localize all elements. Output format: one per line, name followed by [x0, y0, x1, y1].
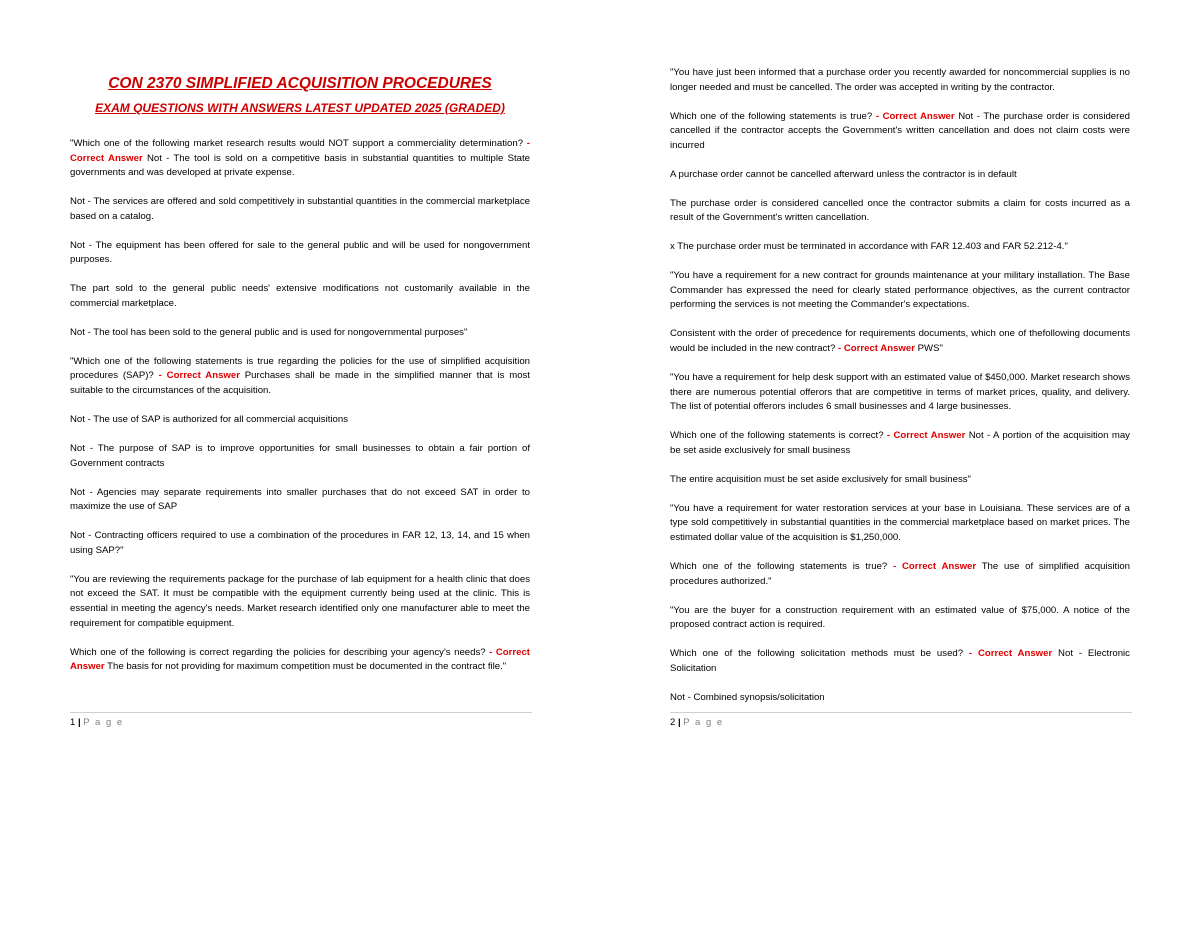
paragraph — [670, 604, 1130, 633]
paragraph-text: Not - Contracting officers required to use a combination of the procedures in FAR 12, 13, 14, and 15 when using SAP?" — [70, 530, 530, 556]
document-title: CON 2370 SIMPLIFIED ACQUISITION PROCEDURES — [108, 75, 492, 92]
paragraph — [670, 691, 1130, 706]
page-1-content — [70, 137, 530, 675]
paragraph — [670, 327, 1130, 356]
paragraph — [670, 197, 1130, 226]
page-number: 2 — [670, 717, 676, 728]
document-subtitle: EXAM QUESTIONS WITH ANSWERS LATEST UPDATED 2025 (GRADED) — [95, 101, 505, 115]
paragraph-text: Which one of the following solicitation methods must be used? — [670, 648, 969, 660]
page-footer — [670, 712, 1132, 730]
paragraph-text: "You have a requirement for a new contract for grounds maintenance at your military installation. The Base Commander has expressed the need for clearly stated performance objectives, as the current contractor performing the services is not meeting the Commander's expectations. — [670, 270, 1130, 311]
paragraph-text: The entire acquisition must be set aside exclusively for small business" — [670, 473, 971, 485]
paragraph — [670, 269, 1130, 313]
document-page-1 — [70, 0, 530, 927]
paragraph-text: "Which one of the following statements is true regarding the policies for the use of simplified acquisition procedures (SAP)? — [70, 355, 530, 382]
page-number: 1 — [70, 717, 76, 728]
paragraph — [670, 647, 1130, 676]
paragraph-text: Not - The equipment has been offered for sale to the general public and will be used for nongovernment purposes. — [70, 239, 530, 266]
paragraph — [70, 239, 530, 268]
correct-answer-label: - Correct Answer — [886, 430, 966, 442]
correct-answer-label: - Correct Answer — [158, 370, 240, 382]
paragraph-text: PWS" — [914, 343, 943, 355]
paragraph-text: Not - Electronic Solicitation — [670, 648, 1130, 674]
page-footer — [70, 712, 532, 730]
paragraph — [70, 573, 530, 631]
paragraph — [70, 326, 530, 341]
paragraph — [670, 240, 1130, 255]
page-separator: | — [77, 717, 81, 728]
paragraph — [70, 442, 530, 471]
correct-answer-label: - Correct Answer — [968, 648, 1053, 660]
paragraph-text: Which one of the following statements is true? — [670, 560, 894, 572]
paragraph-text: "You are the buyer for a construction requirement with an estimated value of $75,000. A notice of the proposed contract action is required. — [670, 604, 1130, 631]
paragraph — [70, 413, 530, 428]
paragraph-text: Consistent with the order of precedence for requirements documents, which one of thefollowing documents would be included in the new contract? — [670, 328, 1130, 355]
paragraph-text: Not - The purchase order is considered cancelled if the contractor accepts the Government's written cancellation and does not claim costs were incurred — [670, 110, 1130, 151]
paragraph — [670, 473, 1130, 488]
paragraph — [70, 282, 530, 311]
paragraph-text: Purchases shall be made in the simplified manner that is most suitable to the circumstances of the acquisition. — [70, 370, 531, 397]
correct-answer-label: - Correct Answer — [70, 138, 530, 164]
paragraph — [670, 168, 1130, 183]
paragraph-text: Not - The services are offered and sold competitively in substantial quantities in the commercial marketplace based on a catalog. — [70, 196, 530, 222]
paragraph — [70, 486, 530, 515]
document-page-2 — [670, 0, 1130, 927]
paragraph-text: x The purchase order must be terminated in accordance with FAR 12.403 and FAR 52.212-4." — [670, 241, 1068, 253]
paragraph — [670, 502, 1130, 546]
paragraph — [670, 371, 1130, 415]
paragraph — [70, 195, 530, 224]
paragraph — [670, 66, 1130, 95]
paragraph-text: Not - Combined synopsis/solicitation — [670, 691, 825, 703]
paragraph-text: Which one of the following statements is true? — [670, 110, 876, 122]
paragraph-text: "You have just been informed that a purchase order you recently awarded for noncommercial supplies is no longer needed and must be cancelled. The order was accepted in writing by the contractor. — [670, 67, 1130, 93]
paragraph-text: Which one of the following statements is correct? — [670, 430, 887, 442]
paragraph-text: Not - Agencies may separate requirements into smaller purchases that do not exceed SAT in order to maximize the use of SAP — [70, 486, 530, 513]
paragraph-text: The purchase order is considered cancelled once the contractor submits a claim for costs incurred as a result of the Government's written cancellation. — [670, 197, 1130, 224]
page-2-content — [670, 66, 1130, 705]
paragraph — [70, 646, 530, 675]
paragraph — [670, 110, 1130, 154]
correct-answer-label: - Correct Answer — [893, 560, 977, 572]
paragraph-text: Not - The use of SAP is authorized for all commercial acquisitions — [70, 414, 348, 426]
paragraph-text: Not - The tool is sold on a competitive basis in substantial quantities to multiple State governments and was developed at private expense. — [70, 152, 530, 179]
page-label: P a g e — [83, 717, 124, 728]
correct-answer-label: - Correct Answer — [70, 646, 530, 673]
paragraph-text: Which one of the following is correct regarding the policies for describing your agency's needs? — [70, 646, 490, 658]
paragraph — [70, 137, 530, 181]
paragraph-text: "Which one of the following market research results would NOT support a commerciality determination? — [70, 138, 527, 149]
paragraph-text: Not - The tool has been sold to the general public and is used for nongovernmental purposes" — [70, 326, 468, 338]
paragraph — [670, 560, 1130, 589]
paragraph — [70, 529, 530, 558]
paragraph-text: The part sold to the general public needs' extensive modifications not customarily available in the commercial marketplace. — [70, 283, 530, 309]
correct-answer-label: - Correct Answer — [838, 343, 915, 355]
paragraph-text: "You are reviewing the requirements package for the purchase of lab equipment for a health clinic that does not exceed the SAT. It must be compatible with the equipment currently being used at the clinic. This is essential in meeting the agency's needs. Market research identified only one manufacturer able to meet the requirement for compatible equipment. — [70, 573, 530, 629]
paragraph-text: "You have a requirement for water restoration services at your base in Louisiana. These services are of a type sold competitively in substantial quantities in the commercial marketplace based on market prices. The estimated dollar value of the acquisition is $1,250,000. — [670, 502, 1130, 543]
paragraph-text: "You have a requirement for help desk support with an estimated value of $450,000. Market research shows there are numerous potential offerors that are competitive in terms of market prices, quality, and delivery. The list of potential offerors includes 6 small businesses and 4 large businesses. — [670, 372, 1130, 413]
page-separator: | — [677, 717, 681, 728]
paragraph-text: The use of simplified acquisition procedures authorized." — [670, 560, 1130, 587]
paragraph — [70, 355, 530, 399]
paragraph-text: A purchase order cannot be cancelled afterward unless the contractor is in default — [670, 168, 1017, 180]
paragraph-text: Not - The purpose of SAP is to improve opportunities for small businesses to obtain a fair portion of Government contracts — [70, 443, 530, 469]
paragraph-text: Not - A portion of the acquisition may be set aside exclusively for small business — [670, 430, 1130, 456]
title-block — [70, 74, 530, 117]
page-label: P a g e — [683, 717, 724, 728]
correct-answer-label: - Correct Answer — [875, 110, 955, 122]
paragraph-text: The basis for not providing for maximum competition must be documented in the contract file." — [104, 661, 507, 673]
paragraph — [670, 429, 1130, 458]
